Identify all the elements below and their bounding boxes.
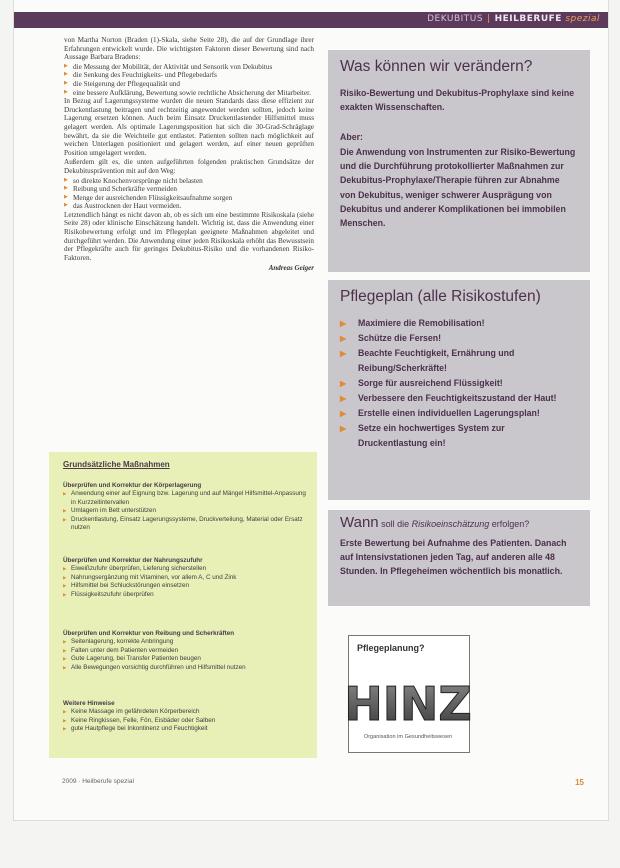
logo-text: HINZ	[344, 677, 472, 731]
header-brand-suffix: spezial	[565, 14, 600, 24]
list-item: ▶ Reibung und Scherkräfte vermeiden	[64, 185, 314, 194]
care-plan-item: ▶ Sorge für ausreichend Flüssigkeit!	[340, 376, 576, 390]
care-plan-item: ▶ Maximiere die Remobilisation!	[340, 316, 576, 330]
header-separator: |	[487, 14, 491, 24]
list-item: ▶ Eiweißzufuhr überprüfen, Lieferung sicherstellen	[63, 565, 307, 573]
when-word: Wann	[340, 514, 379, 531]
measures-section	[63, 557, 307, 599]
info-box-care-plan	[328, 280, 590, 500]
list-item: ▶ Seitenlagerung, korrekte Anbringung	[63, 638, 307, 646]
list-item: ▶ Menge der ausreichenden Flüssigkeitsaufnahme sorgen	[64, 194, 314, 203]
list-item: ▶ Nahrungsergänzung mit Vitaminen, vor allem A, C und Zink	[63, 574, 307, 582]
article-list-b	[64, 177, 314, 211]
care-plan-list	[340, 316, 576, 451]
advertisement[interactable]	[344, 635, 472, 753]
list-item: ▶ die Steigerung der Pflegequalität und	[64, 80, 314, 89]
when-question-em: Risikoeinschätzung	[411, 519, 490, 529]
measures-section-heading: Weitere Hinweise	[63, 700, 115, 707]
list-item: ▶ Falten unter dem Patienten vermeiden	[63, 647, 307, 655]
box-title: Was können wir verändern?	[340, 58, 533, 75]
list-item: ▶ Keine Ringkissen, Felle, Fön, Eisbäder oder Salben	[63, 717, 307, 725]
ad-question: Pflegeplanung?	[357, 643, 425, 653]
article-paragraph: Letztendlich hängt es nicht davon ab, ob es sich um eine bestimmte Risikoskala (siehe Seite 28) oder klinische Einschätzung handelt. Wichtig ist, dass die Anwendung einer Risikobewertung erfolgt und im Pflegeplan geeignete Maßnahmen abgeleitet und durchgeführt werden. Die Anwendung einer jeden Risikoskala erhöht das Bewusstsein der Pflegekräfte auch für geringes Dekubitus-Risiko und die vorhandenen Risiko-Faktoren.	[64, 210, 314, 262]
header-section: DEKUBITUS	[427, 14, 484, 24]
measures-section-heading: Überprüfen und Korrektur von Reibung und Scherkräften	[63, 630, 235, 637]
care-plan-item: ▶ Verbessere den Feuchtigkeitszustand der Haut!	[340, 391, 576, 405]
box-aber: Aber:	[340, 132, 363, 142]
article-column	[64, 36, 314, 273]
when-question-a: soll die	[378, 519, 412, 529]
box-body: Die Anwendung von Instrumenten zur Risiko-Bewertung und die Durchführung protokollierter Maßnahmen zur Dekubitus-Prophylaxe/Therapie führen zur Abnahme von Dekubitus, weniger schwerer Ausprägung von Dekubitus und anderer Komplikationen bei immobilen Menschen.	[340, 147, 576, 229]
list-item: ▶ Umlagern im Bett unterstützen	[63, 507, 307, 515]
measures-box	[49, 452, 317, 758]
measures-title: Grundsätzliche Maßnahmen	[63, 460, 170, 469]
info-box-change	[328, 50, 590, 272]
article-author: Andreas Geiger	[268, 264, 314, 273]
list-item: ▶ das Austrocknen der Haut vermeiden.	[64, 202, 314, 211]
list-item: ▶ die Messung der Mobilität, der Aktivität und Sensorik von Dekubitus	[64, 63, 314, 72]
care-plan-item: ▶ Schütze die Fersen!	[340, 331, 576, 345]
list-item: ▶ Hilfsmittel bei Schluckstörungen einsetzen	[63, 582, 307, 590]
when-body: Erste Bewertung bei Aufnahme des Patienten. Danach auf Intensivstationen jeden Tag, auf anderen alle 48 Stunden. In Pflegeheimen wöchentlich bis monatlich.	[340, 538, 567, 577]
when-question-b: erfolgen?	[489, 519, 530, 529]
measures-section-heading: Überprüfen und Korrektur der Körperlagerung	[63, 482, 202, 489]
box-lead: Risiko-Bewertung und Dekubitus-Prophylaxe sind keine exakten Wissenschaften.	[340, 88, 575, 113]
ad-subtitle: Organisation im Gesundheitswesen	[363, 734, 453, 740]
running-header	[427, 14, 600, 24]
measures-section	[63, 482, 307, 532]
measures-section	[63, 630, 307, 672]
list-item: ▶ Keine Massage im gefährdeten Körperbereich	[63, 708, 307, 716]
list-item: ▶ die Senkung des Feuchtigkeits- und Pflegebedarfs	[64, 71, 314, 80]
list-item: ▶ gute Hautpflege bei Inkontinenz und Feuchtigkeit	[63, 725, 307, 733]
article-paragraph: von Martha Norton (Braden (1)-Skala, siehe Seite 28), die auf der Grundlage ihrer Erfahrungen entwickelt wurde. Die wichtigsten Faktoren dieser Bewertung sind nach Aussage Barbara Bradens:	[64, 36, 314, 62]
article-paragraph: Außerdem gilt es, die unten aufgeführten folgenden praktischen Grundsätze der Dekubitusprävention mit auf den Weg:	[64, 158, 314, 175]
list-item: ▶ Gute Lagerung, bei Transfer Patienten beugen	[63, 655, 307, 663]
list-item: ▶ Flüssigkeitszufuhr überprüfen	[63, 591, 307, 599]
magazine-page	[14, 0, 608, 820]
list-item: ▶ Alle Bewegungen vorsichtig durchführen und Hilfsmittel nutzen	[63, 664, 307, 672]
care-plan-item: ▶ Erstelle einen individuellen Lagerungsplan!	[340, 406, 576, 420]
hinz-logo	[344, 672, 472, 731]
article-list-a	[64, 63, 314, 97]
measures-section-heading: Überprüfen und Korrektur der Nahrungszufuhr	[63, 557, 203, 564]
list-item: ▶ eine bessere Aufklärung, Bewertung sowie rechtliche Absicherung der Mitarbeiter.	[64, 89, 314, 98]
care-plan-item: ▶ Setze ein hochwertiges System zur Druckentlastung ein!	[340, 421, 576, 449]
when-heading	[340, 516, 576, 531]
header-bar	[14, 12, 608, 28]
care-plan-item: ▶ Beachte Feuchtigkeit, Ernährung und Reibung/Scherkräfte!	[340, 346, 576, 374]
measures-section	[63, 700, 307, 734]
list-item: ▶ so direkte Knochenvorsprünge nicht belasten	[64, 177, 314, 186]
footer-source: 2009 · Heilberufe spezial	[62, 778, 134, 785]
article-paragraph: In Bezug auf Lagerungssysteme wurden die neuen Standards dass diese effizient zur Druckentlastung beitragen und rechtzeitig angewendet werden sollten, jedoch keine Lagerung ersetzen können. Auch beim Einsatz Druckentlastender Hilfsmittel muss gelagert werden. Als optimale Lagerungsposition hat sich die 30-Grad-Schräglage bewährt, da sie die Weichteile gut entlastet. Patienten sollten nach möglichkeit auf weichen Unterlagen positioniert und gelagert werden, auf einer neuen geprüften Position umgelagert werden.	[64, 97, 314, 157]
header-brand: HEILBERUFE	[494, 14, 562, 24]
box-title: Pflegeplan (alle Risikostufen)	[340, 288, 541, 305]
list-item: ▶ Druckentlastung, Einsatz Lagerungssysteme, Druckverteilung, Material oder Ersatz nutzen	[63, 516, 307, 533]
page-number: 15	[575, 778, 584, 787]
list-item: ▶ Anwendung einer auf Eignung bzw. Lagerung und auf Mängel Hilfsmittel-Anpassung in Kurzzeitintervallen	[63, 490, 307, 507]
info-box-when	[328, 510, 590, 606]
